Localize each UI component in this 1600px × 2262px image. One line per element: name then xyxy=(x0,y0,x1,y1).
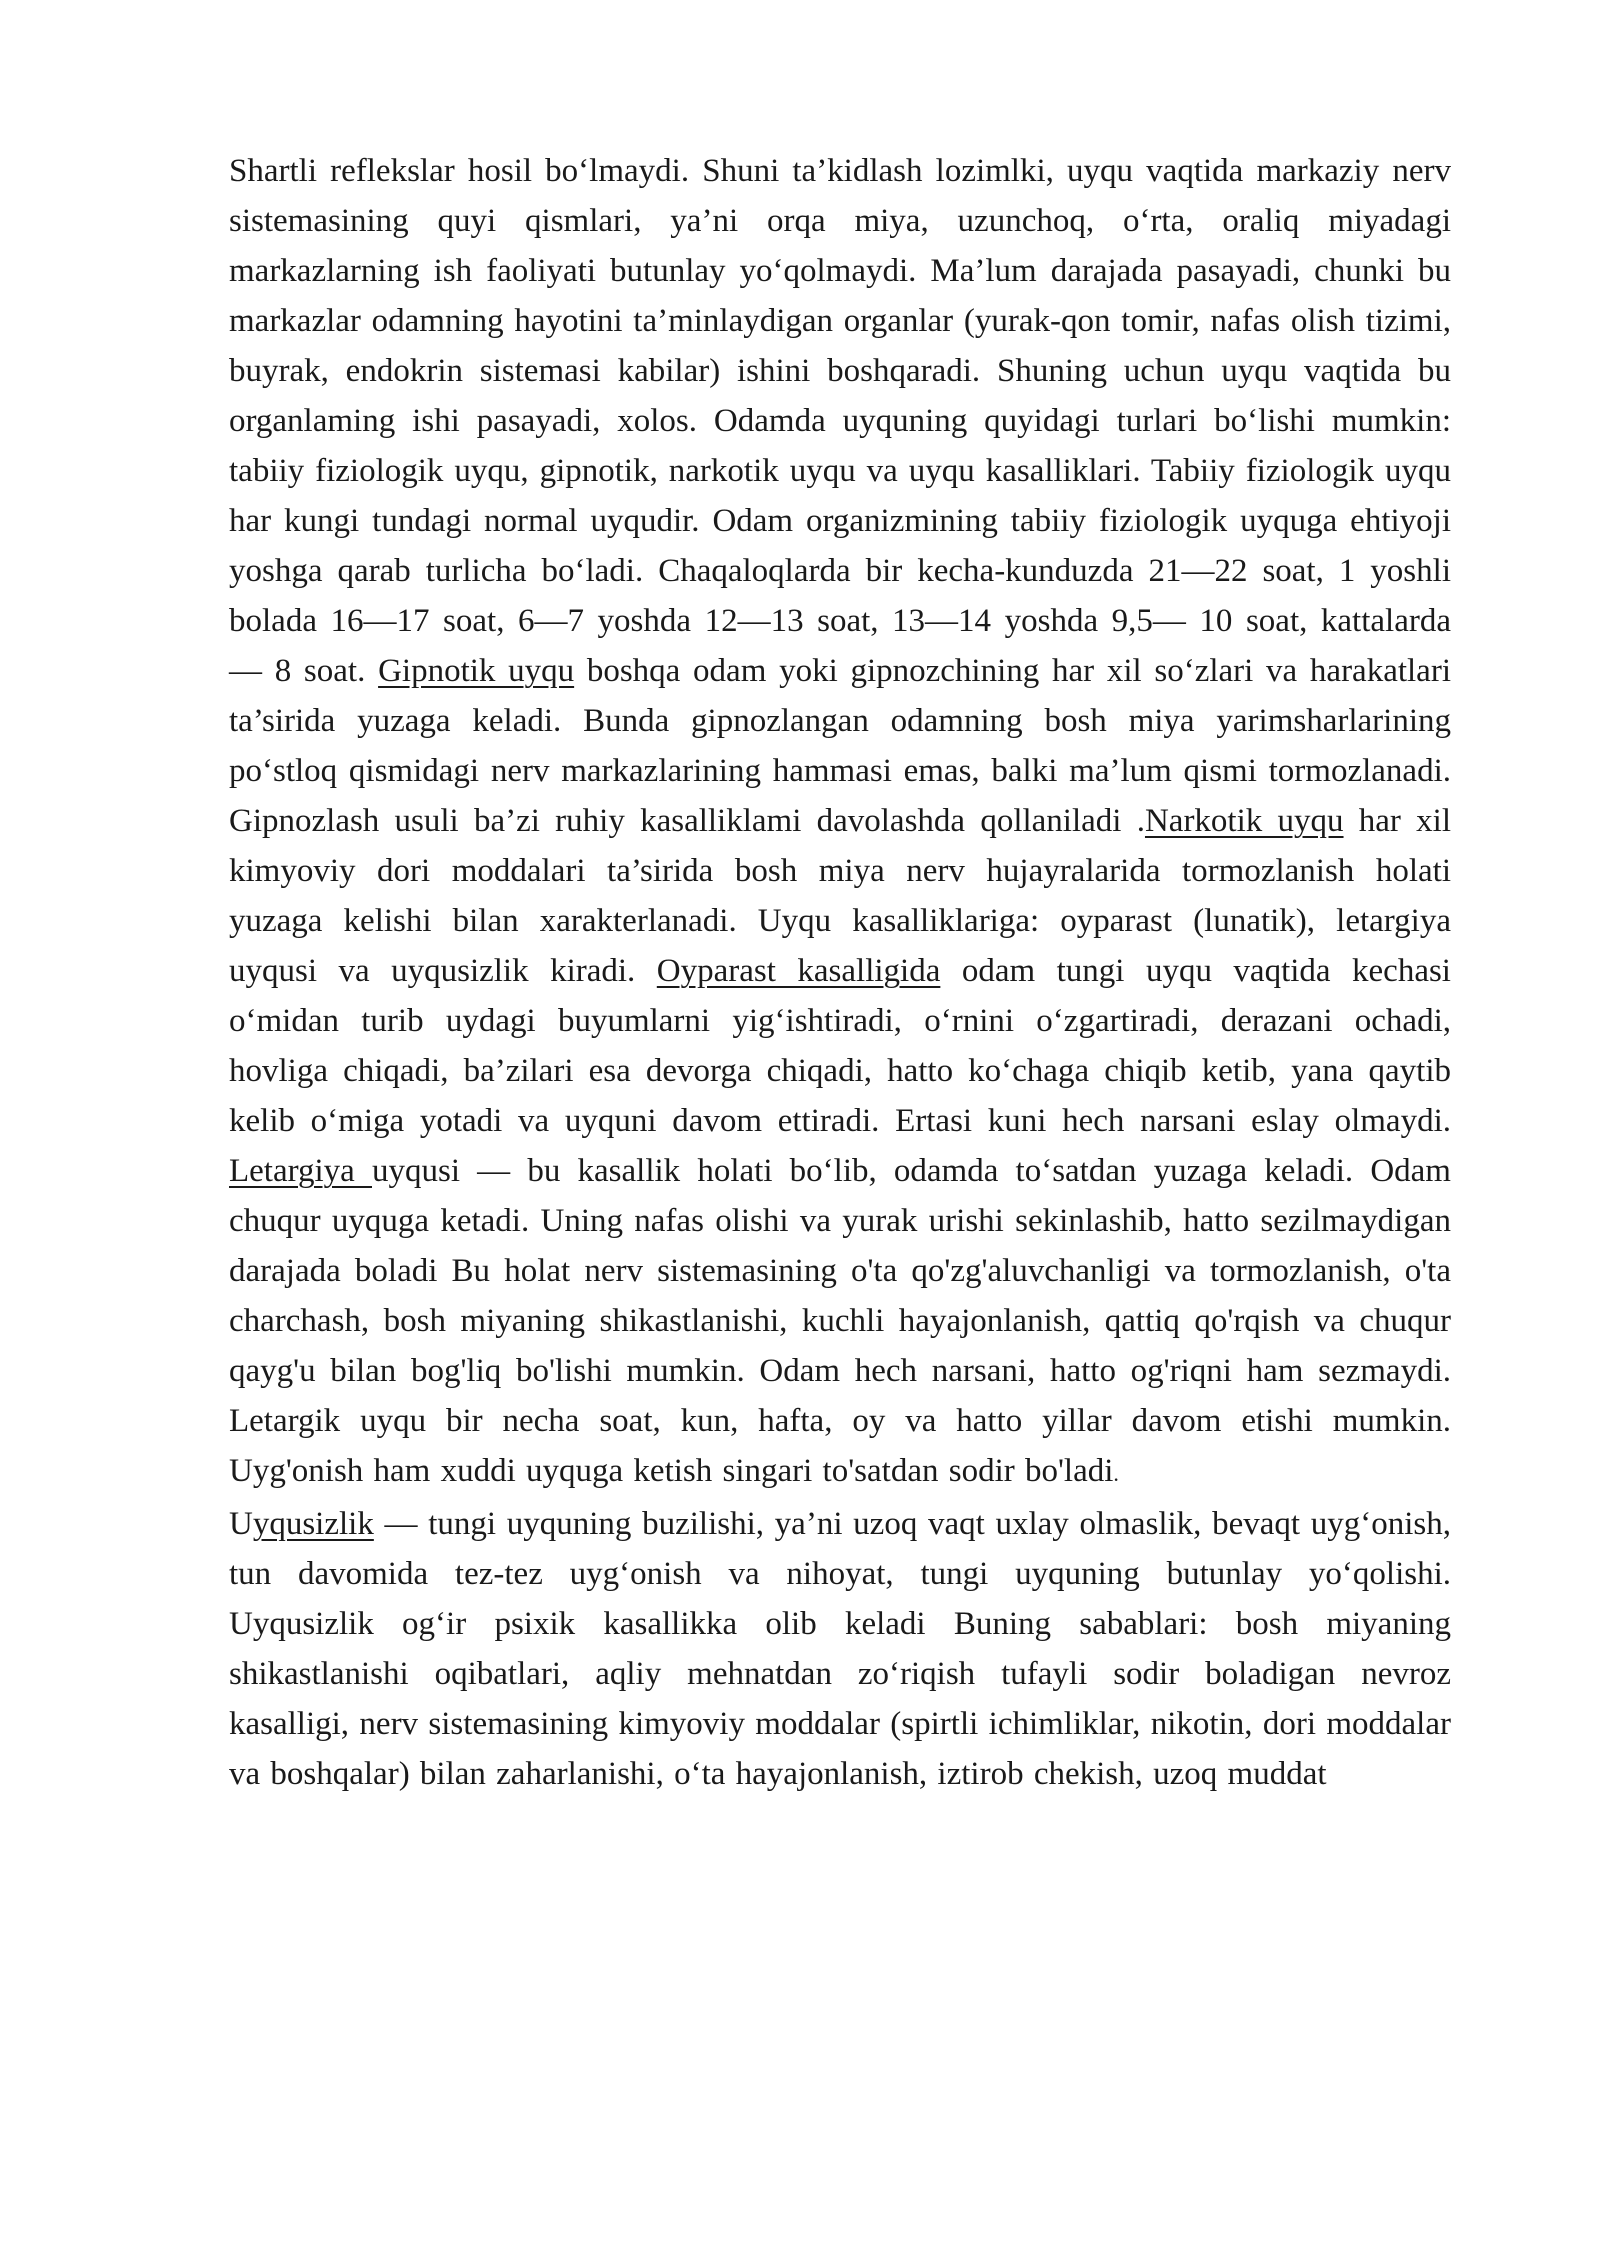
term-narkotik-uyqu: Narkotik uyqu xyxy=(1144,803,1344,839)
term-oyparast-kasalligida: Oyparast kasalligida xyxy=(656,953,941,989)
text-segment: — tungi uyquning buzilishi, ya’ni uzoq vaqt uxlay olmaslik, bevaqt uyg‘onish, tun davomida tez-tez uyg‘onish va nihoyat, tungi uyquning butunlay yo‘qolishi. Uyqusizlik og‘ir psixik kasallikka olib keladi Buning sabablari: bosh miyaning shikastlanishi oqibatlari, aqliy mehnatdan zo‘riqish tufayli sodir boladigan nevroz kasalligi, nerv sistemasining kimyoviy moddalar (spirtli ichimliklar, nikotin, dori moddalar va boshqalar) bilan zaharlanishi, o‘ta hayajonlanish, iztirob chekish, uzoq muddat xyxy=(229,1506,1451,1792)
text-segment: boshqa odam yoki gipnozchining har xil so‘zlari va harakatlari ta’sirida yuzaga keladi. Bunda gipnozlangan odamning bosh miya yarimsharlarining po‘stloq qismidagi nerv markazlarining hammasi emas, balki ma’lum qismi tormozlanadi. Gipnozlash usuli ba’zi ruhiy kasalliklami davolashda qollaniladi . xyxy=(229,653,1451,839)
text-segment: U xyxy=(229,1506,253,1542)
text-segment: odam tungi uyqu vaqtida kechasi o‘midan turib uydagi buyumlarni yig‘ishtiradi, o‘rnini o‘zgartiradi, derazani ochadi, hovliga chiqadi, ba’zilari esa devorga chiqadi, hatto ko‘chaga chiqib ketib, yana qaytib kelib o‘miga yotadi va uyquni davom ettiradi. Ertasi kuni hech narsani eslay olmaydi. xyxy=(229,953,1451,1139)
paragraph-end-mark: . xyxy=(1113,1461,1119,1486)
document-page xyxy=(229,146,1451,1799)
text-segment: uyqusi — bu kasallik holati bo‘lib, odamda to‘satdan yuzaga keladi. Odam chuqur uyquga ketadi. Uning nafas olishi va yurak urishi sekinlashib, hatto sezilmaydigan darajada boladi Bu holat nerv sistemasining o'ta qo'zg'aluvchanligi va tormozlanish, o'ta charchash, bosh miyaning shikastlanishi, kuchli hayajonlanish, qattiq qo'rqish va chuqur qayg'u bilan bog'liq bo'lishi mumkin. Odam hech narsani, hatto og'riqni ham sezmaydi. Letargik uyqu bir necha soat, kun, hafta, oy va hatto yillar davom etishi mumkin. Uyg'onish ham xuddi uyquga ketish singari to'satdan sodir bo'ladi xyxy=(229,1153,1451,1489)
body-paragraph xyxy=(229,146,1451,1499)
text-segment: Shartli reflekslar hosil bo‘lmaydi. Shuni ta’kidlash lozimlki, uyqu vaqtida markaziy nerv sistemasining quyi qismlari, ya’ni orqa miya, uzunchoq, o‘rta, oraliq miyadagi markazlarning ish faoliyati butunlay yo‘qolmaydi. Ma’lum darajada pasayadi, chunki bu markazlar odamning hayotini ta’minlaydigan organlar (yurak-qon tomir, nafas olish tizimi, buyrak, endokrin sistemasi kabilar) ishini boshqaradi. Shuning uchun uyqu vaqtida bu organlaming ishi pasayadi, xolos. Odamda uyquning quyidagi turlari bo‘lishi mumkin: tabiiy fiziologik uyqu, gipnotik, narkotik uyqu va uyqu kasalliklari. Tabiiy fiziologik uyqu har kungi tundagi normal uyqudir. Odam organizmining tabiiy fiziologik uyquga ehtiyoji yoshga qarab turlicha bo‘ladi. Chaqaloqlarda bir kecha-kunduzda 21—22 soat, 1 yoshli bolada 16—17 soat, 6—7 yoshda 12—13 soat, 13—14 yoshda 9,5— 10 soat, kattalarda — 8 soat. xyxy=(229,153,1451,689)
term-gipnotik-uyqu: Gipnotik uyqu xyxy=(378,653,575,689)
body-paragraph xyxy=(229,1499,1451,1799)
term-letargiya: Letargiya xyxy=(229,1153,372,1189)
term-uyqusizlik: yqusizlik xyxy=(252,1506,374,1542)
text-segment: har xil kimyoviy dori moddalari ta’sirida bosh miya nerv hujayralarida tormozlanish holati yuzaga kelishi bilan xarakterlanadi. Uyqu kasalliklariga: oyparast (lunatik), letargiya uyqusi va uyqusizlik kiradi. xyxy=(229,803,1451,989)
